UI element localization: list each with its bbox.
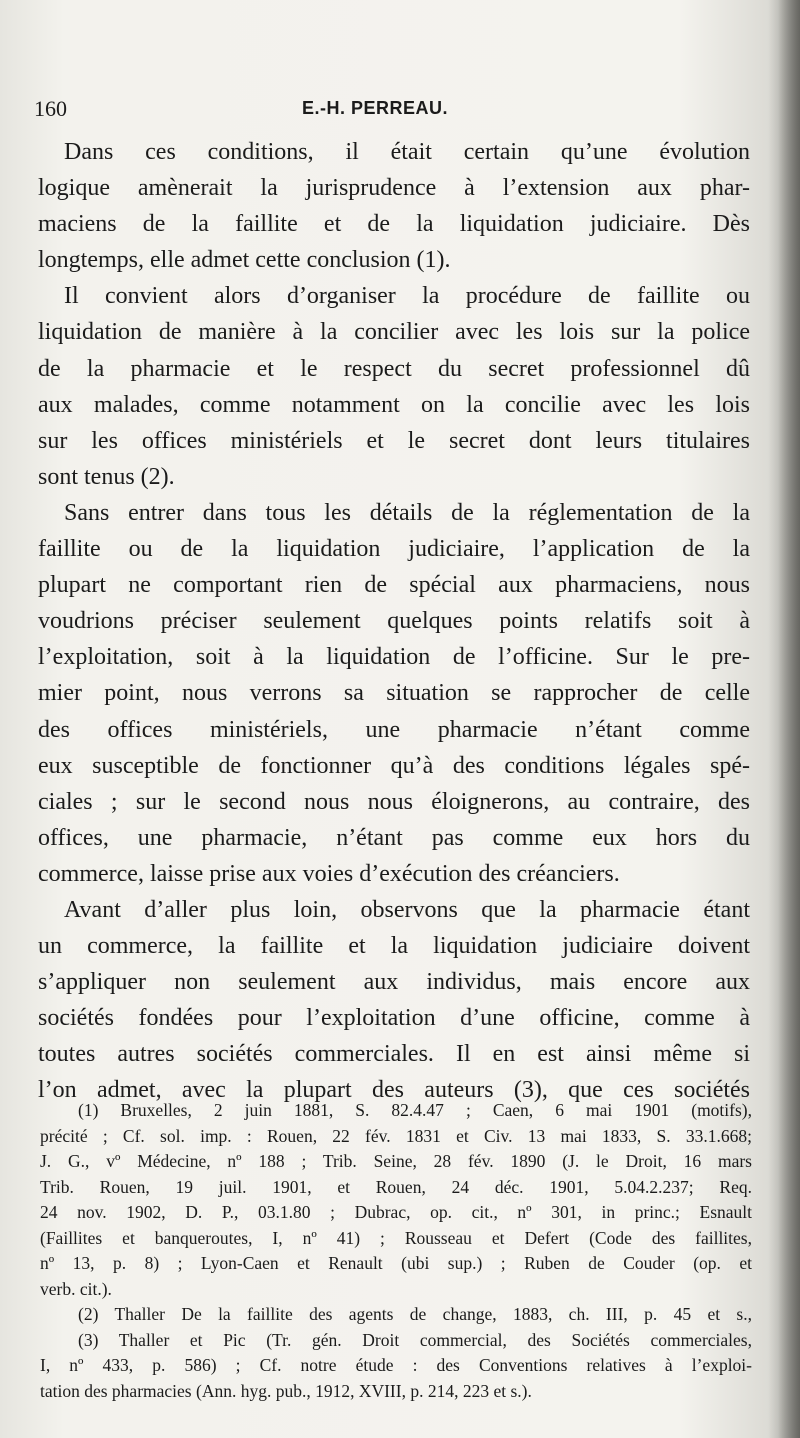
footnote-line: nº 13, p. 8) ; Lyon-Caen et Renault (ubi sup.) ; Ruben de Couder (op. et [40, 1253, 752, 1273]
footnote-line: (1) Bruxelles, 2 juin 1881, S. 82.4.47 ; Caen, 6 mai 1901 (motifs), [78, 1100, 752, 1120]
body-line: faillite ou de la liquidation judiciaire, l’application de la [38, 536, 750, 563]
body-line: offices, une pharmacie, n’étant pas comme eux hors du [38, 824, 750, 851]
body-text [38, 134, 750, 1109]
body-line: s’appliquer non seulement aux individus, mais encore aux [38, 969, 750, 996]
body-line: l’on admet, avec la plupart des auteurs (3), que ces sociétés [38, 1077, 750, 1104]
body-line: eux susceptible de fonctionner qu’à des conditions légales spé- [38, 752, 750, 779]
page-number: 160 [34, 96, 67, 121]
page-edge-shadow [778, 0, 800, 1438]
footnote-line: (3) Thaller et Pic (Tr. gén. Droit commercial, des Sociétés commerciales, [78, 1329, 752, 1350]
footnote-line: I, nº 433, p. 586) ; Cf. notre étude : des Conventions relatives à l’exploi- [40, 1355, 752, 1375]
body-line: de la pharmacie et le respect du secret professionnel dû [38, 355, 750, 382]
body-line: l’exploitation, soit à la liquidation de l’officine. Sur le pre- [38, 644, 750, 671]
body-line: longtemps, elle admet cette conclusion (1). [38, 247, 451, 274]
body-line: sont tenus (2). [38, 463, 175, 490]
footnote-line: (2) Thaller De la faillite des agents de change, 1883, ch. III, p. 45 et s., [78, 1304, 752, 1324]
footnote-line: J. G., vº Médecine, nº 188 ; Trib. Seine, 28 fév. 1890 (J. le Droit, 16 mars [40, 1151, 752, 1171]
footnote-line: (Faillites et banqueroutes, I, nº 41) ; Rousseau et Defert (Code des faillites, [40, 1227, 752, 1248]
body-line: Dans ces conditions, il était certain qu’une évolution [64, 139, 750, 165]
body-line: Il convient alors d’organiser la procédure de faillite ou [64, 283, 750, 310]
body-line: maciens de la faillite et de la liquidation judiciaire. Dès [38, 211, 750, 238]
body-line: logique amènerait la jurisprudence à l’extension aux phar- [38, 175, 750, 202]
footnote-line: 24 nov. 1902, D. P., 03.1.80 ; Dubrac, op. cit., nº 301, in princ.; Esnault [40, 1202, 752, 1222]
body-line: ciales ; sur le second nous nous éloignerons, au contraire, des [38, 788, 750, 815]
body-line: Sans entrer dans tous les détails de la réglementation de la [64, 499, 750, 526]
footnote-line: verb. cit.). [40, 1278, 112, 1299]
running-head: E.-H. PERREAU. [302, 98, 449, 118]
body-line: plupart ne comportant rien de spécial aux pharmaciens, nous [38, 572, 750, 599]
page-header [34, 96, 734, 126]
body-line: sur les offices ministériels et le secret dont leurs titulaires [38, 427, 750, 454]
body-line: mier point, nous verrons sa situation se rapprocher de celle [38, 680, 750, 707]
footnote-line: tation des pharmacies (Ann. hyg. pub., 1912, XVIII, p. 214, 223 et s.). [40, 1380, 532, 1401]
body-line: des offices ministériels, une pharmacie n’étant comme [38, 716, 750, 743]
body-line: commerce, laisse prise aux voies d’exécution des créanciers. [38, 860, 620, 887]
footnote-line: Trib. Rouen, 19 juil. 1901, et Rouen, 24 déc. 1901, 5.04.2.237; Req. [40, 1176, 752, 1197]
footnotes [40, 1098, 752, 1404]
body-line: sociétés fondées pour l’exploitation d’une officine, comme à [38, 1005, 750, 1032]
body-line: aux malades, comme notamment on la concilie avec les lois [38, 391, 750, 418]
footnote-line: précité ; Cf. sol. imp. : Rouen, 22 fév. 1831 et Civ. 13 mai 1833, S. 33.1.668; [40, 1125, 752, 1146]
body-line: Avant d’aller plus loin, observons que la pharmacie étant [64, 896, 750, 923]
body-line: un commerce, la faillite et la liquidation judiciaire doivent [38, 933, 750, 960]
body-line: liquidation de manière à la concilier avec les lois sur la police [38, 319, 750, 346]
body-line: voudrions préciser seulement quelques points relatifs soit à [38, 608, 750, 635]
body-line: toutes autres sociétés commerciales. Il en est ainsi même si [38, 1041, 750, 1068]
